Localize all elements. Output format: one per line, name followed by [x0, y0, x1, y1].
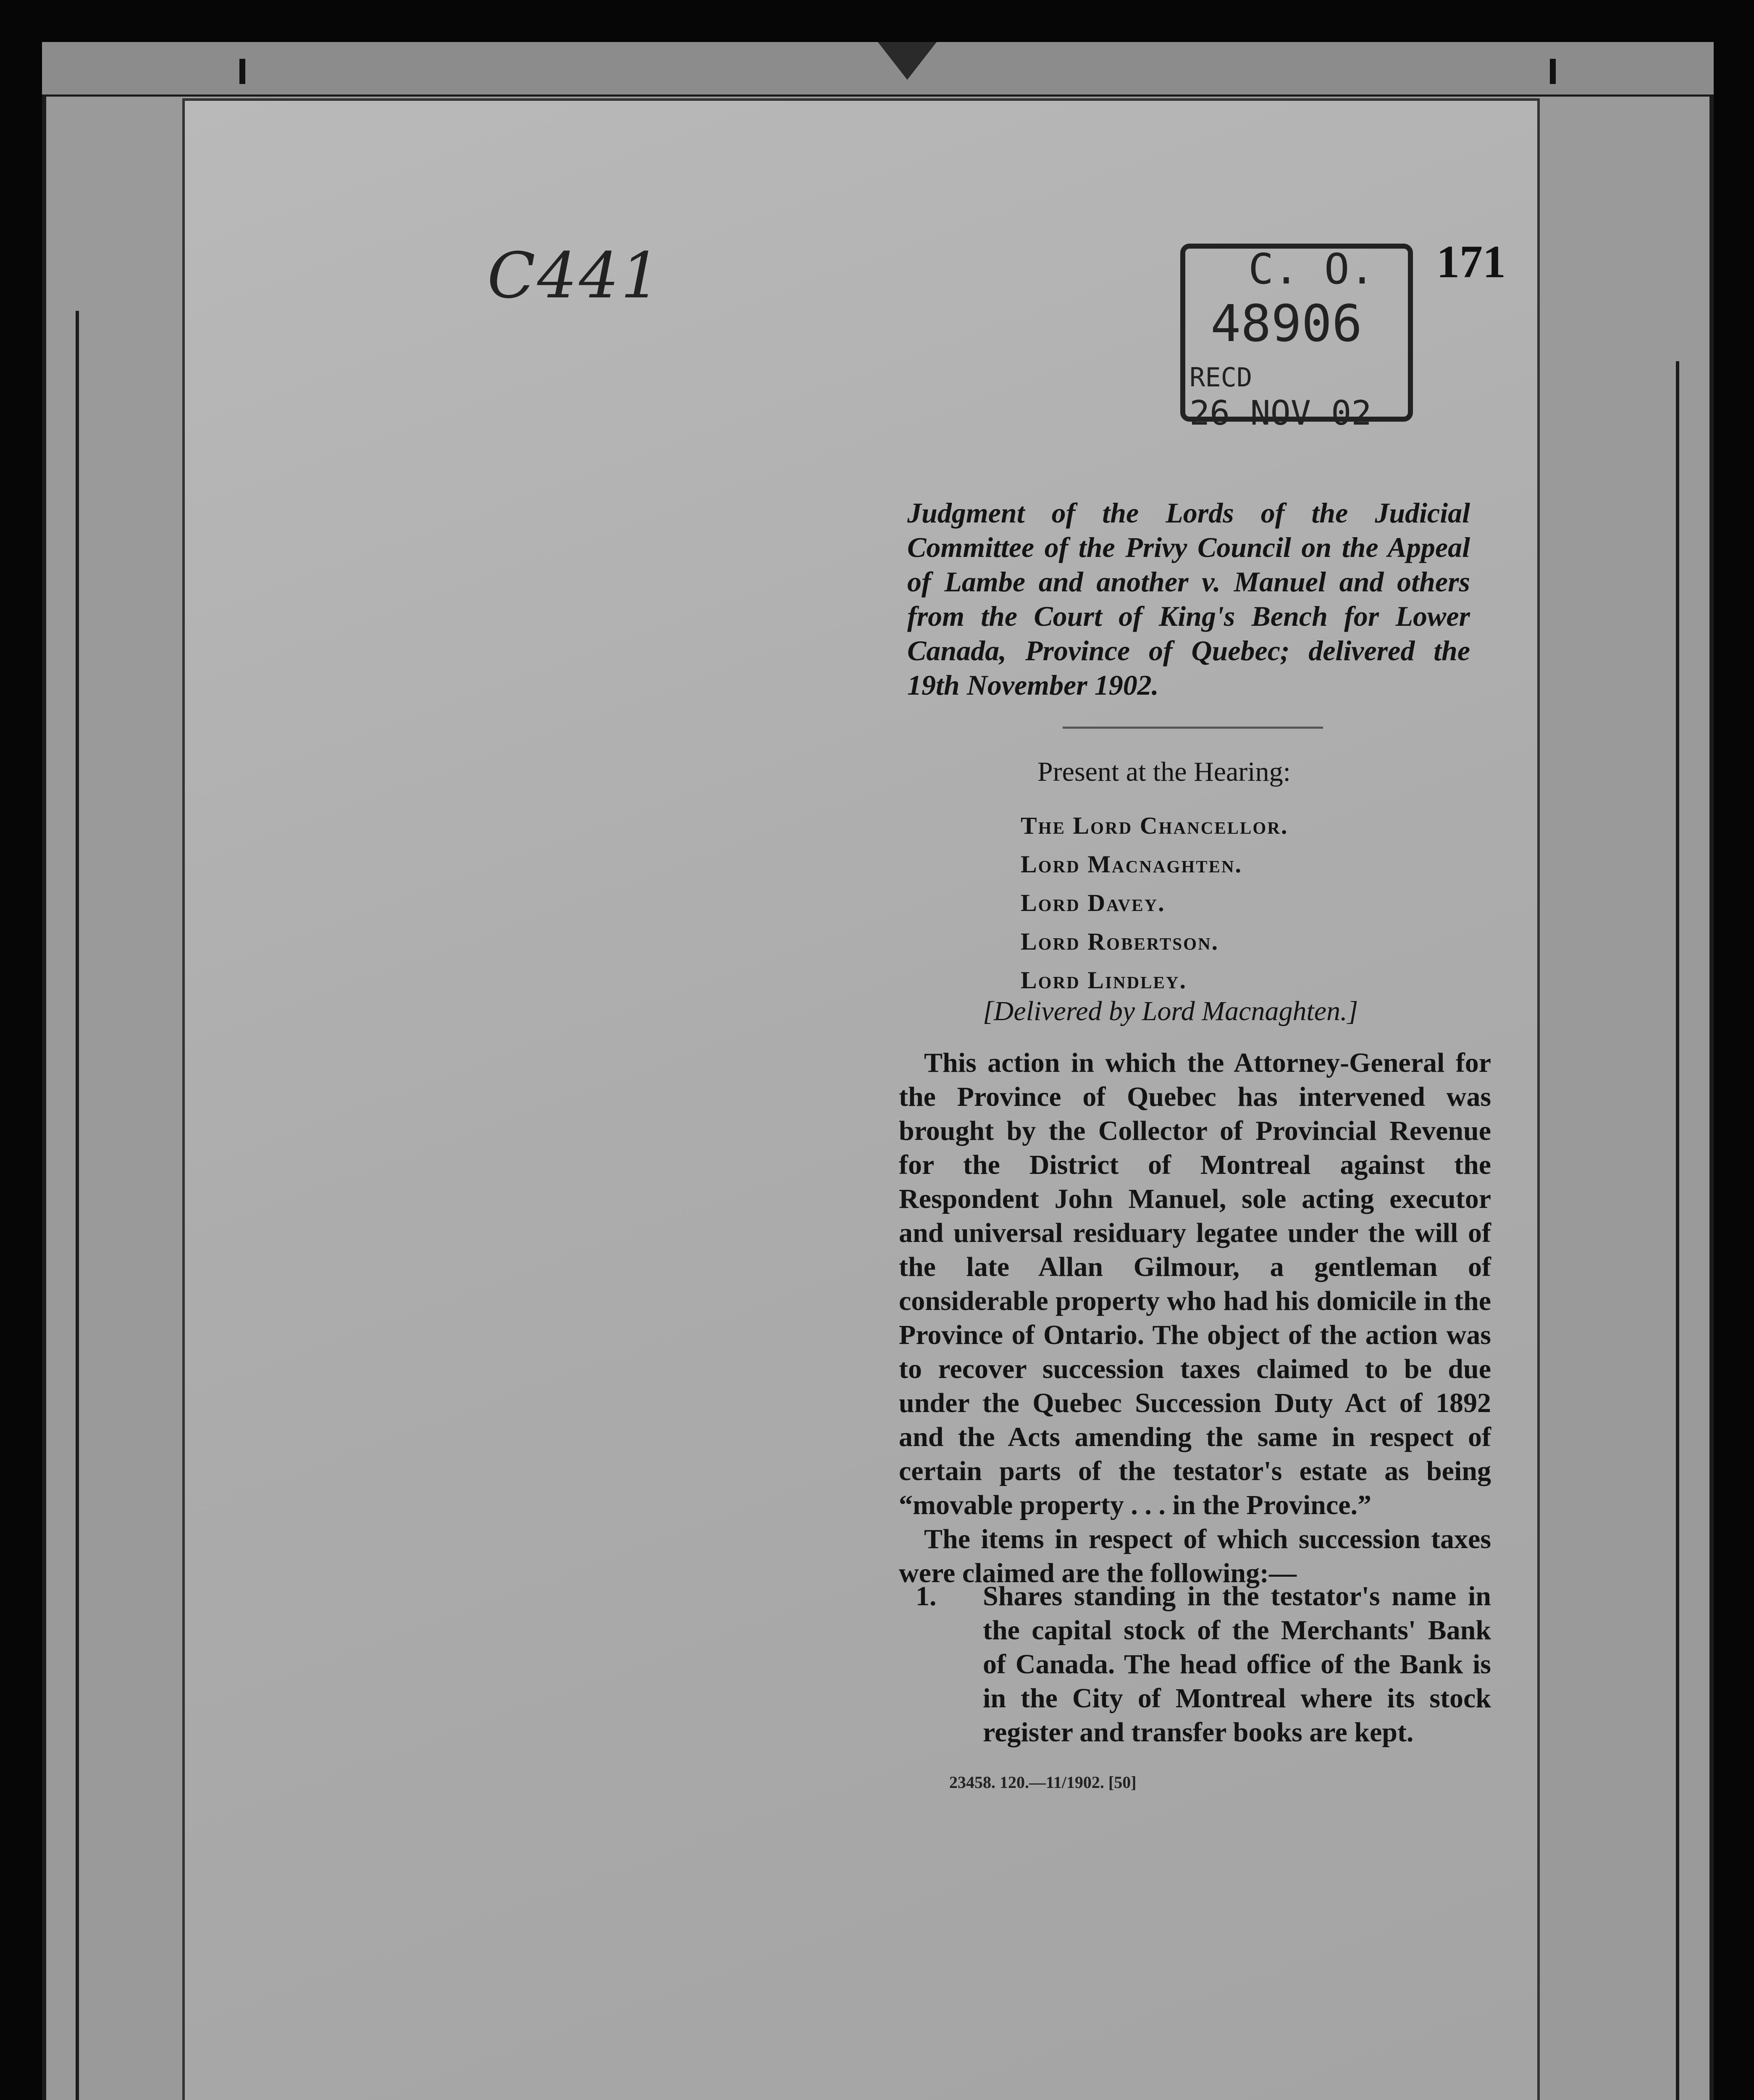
film-tick-left: [239, 59, 245, 84]
claimed-item: [916, 1579, 1491, 1749]
delivered-by: [Delivered by Lord Macnaghten.]: [983, 996, 1358, 1026]
title-divider: [1063, 727, 1323, 729]
lord-entry: Lord Lindley.: [1021, 966, 1187, 994]
folio-number: 171: [1436, 236, 1506, 287]
frame-border-right: [1709, 97, 1714, 2100]
item-marker: 1.: [916, 1581, 937, 1612]
frame-rule-right: [1676, 361, 1679, 2100]
stamp-received-date: 26 NOV 02: [1189, 394, 1372, 433]
handwritten-reference: C441: [487, 239, 663, 312]
judgment-title: Judgment of the Lords of the Judicial Committee of the Privy Council on the Appeal of Lambe and another v. Manuel and others from the Court of King's Bench for Lower Canada, Province of Quebec; delivered the 19th November 1902.: [907, 497, 1470, 701]
received-stamp: [1180, 244, 1413, 433]
film-notch: [878, 42, 937, 80]
body-paragraph: The items in respect of which succession taxes were claimed are the following:—: [899, 1524, 1491, 1588]
frame-border-left: [42, 97, 46, 2100]
lord-entry: Lord Robertson.: [1021, 928, 1219, 955]
stamp-office: C. O.: [1248, 244, 1375, 294]
document-page: [185, 101, 1537, 2100]
lord-entry: The Lord Chancellor.: [1021, 812, 1289, 839]
present-heading: Present at the Hearing:: [1037, 756, 1291, 787]
lord-entry: Lord Macnaghten.: [1021, 850, 1243, 878]
stamp-received-label: RECD: [1189, 362, 1252, 393]
film-tick-right: [1550, 59, 1556, 84]
item-text: Shares standing in the testator's name in the capital stock of the Merchants' Bank of Canada. The head office of the Bank is in the City of Montreal where its stock register and transfer books are kept.: [983, 1581, 1491, 1748]
lord-entry: Lord Davey.: [1021, 889, 1166, 916]
judgment-body: [899, 1046, 1491, 1590]
film-top-strip: [42, 42, 1714, 97]
frame-rule-left: [76, 311, 79, 2100]
print-reference: 23458. 120.—11/1902. [50]: [949, 1773, 1137, 1792]
stamp-number: 48906: [1210, 295, 1363, 353]
lords-list: [1021, 806, 1288, 1000]
body-paragraph: This action in which the Attorney-General for the Province of Quebec has intervened was brought by the Collector of Provincial Revenue for the District of Montreal against the Respondent John Manuel, sole acting executor and universal residuary legatee under the will of the late Allan Gilmour, a gentleman of considerable property who had his domicile in the Province of Ontario. The object of the action was to recover succession taxes claimed to be due under the Quebec Succession Duty Act of 1892 and the Acts amending the same in respect of certain parts of the testator's estate as being “movable property . . . in the Province.”: [899, 1047, 1491, 1520]
